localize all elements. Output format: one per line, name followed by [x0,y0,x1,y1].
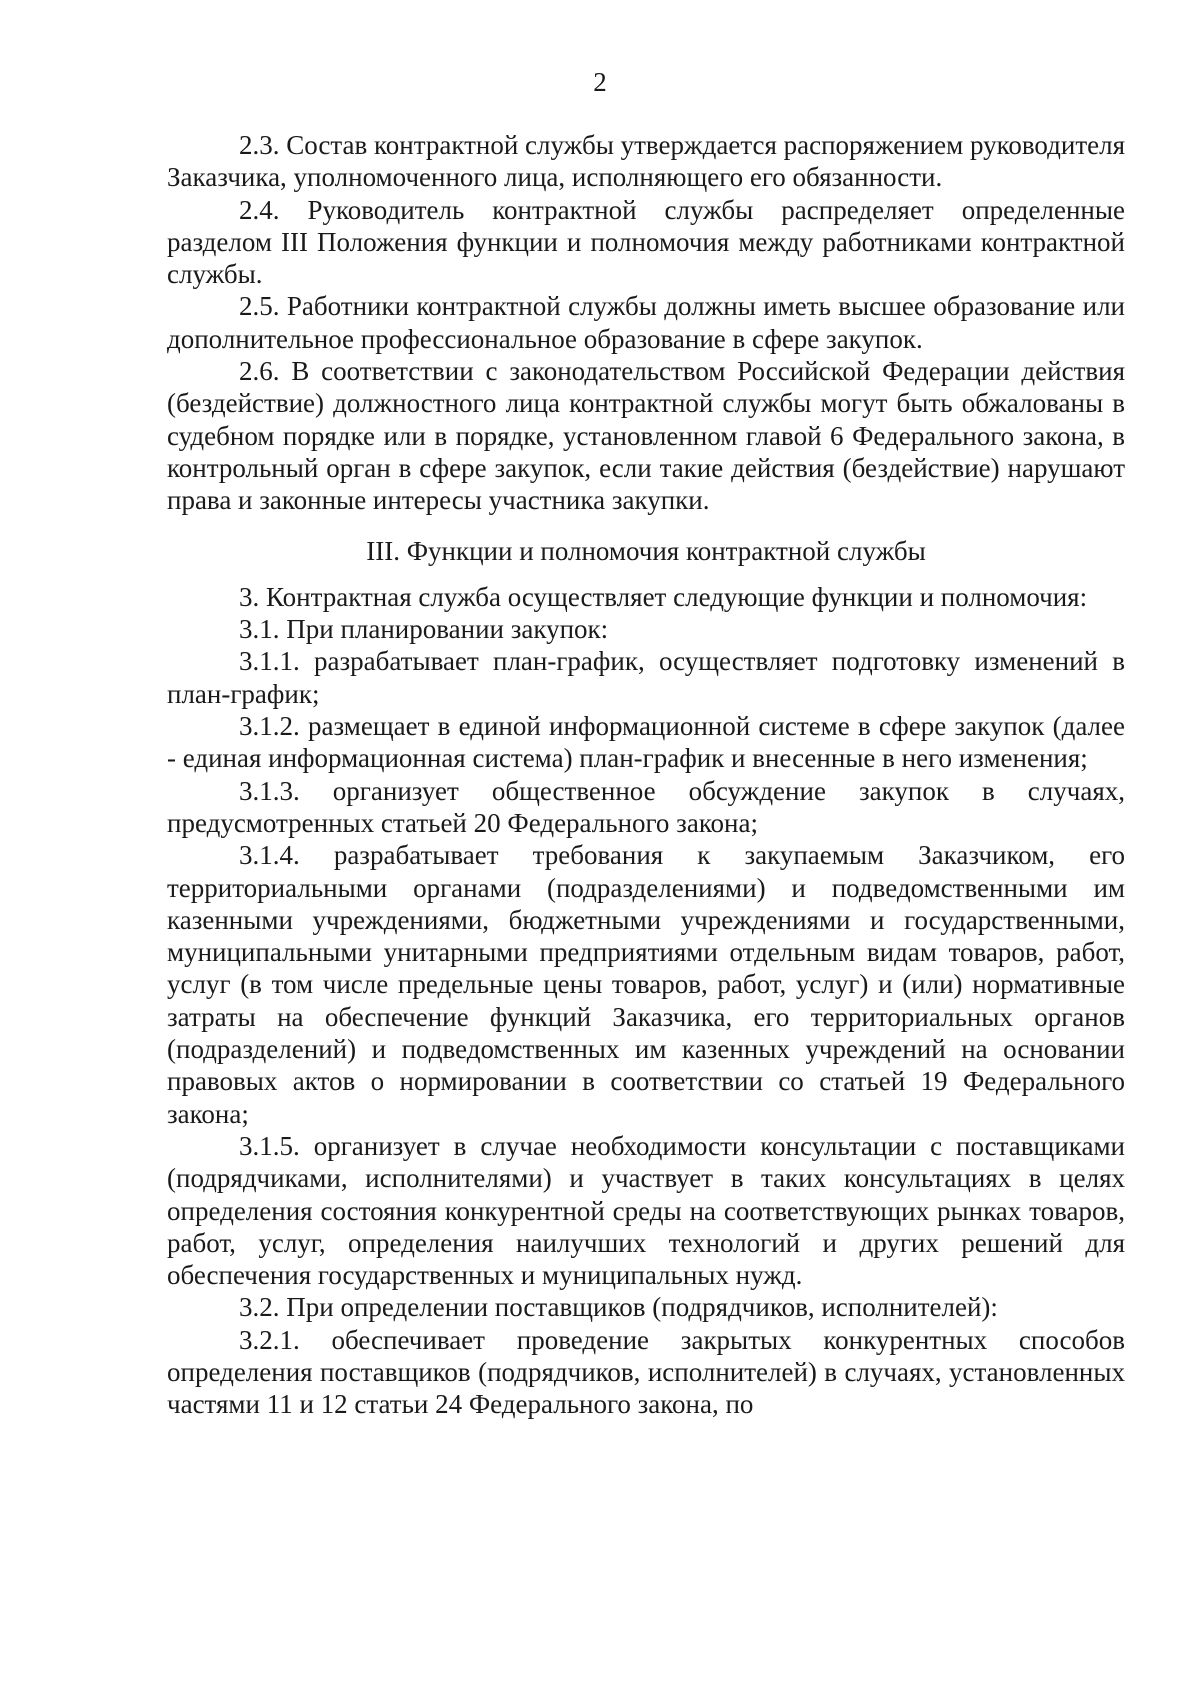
paragraph-2-3: 2.3. Состав контрактной службы утверждается распоряжением руководителя Заказчика, уполномоченного лица, исполняющего его обязанности. [167,130,1125,193]
document-body [167,129,1125,1421]
paragraph-3-2: 3.2. При определении поставщиков (подрядчиков, исполнителей): [239,1292,998,1323]
paragraph-3-1-3: 3.1.3. организует общественное обсуждение закупок в случаях, предусмотренных статьей 20 Федерального закона; [167,775,1125,838]
paragraph-3-1-5: 3.1.5. организует в случае необходимости консультации с поставщиками (подрядчиками, исполнителями) и участвует в таких консультациях в целях определения состояния конкурентной среды на соответствующих рынках товаров, работ, услуг, определения наилучших технологий и других решений для обеспечения государственных и муниципальных нужд. [167,1130,1125,1291]
page-number: 2 [593,67,607,97]
paragraph-3-1-4: 3.1.4. разрабатывает требования к закупаемым Заказчиком, его территориальными органами (подразделениями) и подведомственными им казенными учреждениями, бюджетными учреждениями и государственными, муниципальными унитарными предприятиями отдельным видам товаров, работ, услуг (в том числе предельные цены товаров, работ, услуг) и (или) нормативные затраты на обеспечение функций Заказчика, его территориальных органов (подразделений) и подведомственных им казенных учреждений на основании правовых актов о нормировании в соответствии со статьей 19 Федерального закона; [167,840,1125,1129]
section-heading: III. Функции и полномочия контрактной службы [366,535,926,566]
paragraph-3-1: 3.1. При планировании закупок: [239,614,609,645]
paragraph-3-1-1: 3.1.1. разрабатывает план-график, осуществляет подготовку изменений в план-график; [167,646,1125,709]
paragraph-3-2-1: 3.2.1. обеспечивает проведение закрытых конкурентных способов определения поставщиков (подрядчиков, исполнителей) в случаях, установленных частями 11 и 12 статьи 24 Федерального закона, по [167,1324,1125,1420]
paragraph-2-5: 2.5. Работники контрактной службы должны иметь высшее образование или дополнительное профессиональное образование в сфере закупок. [167,291,1125,354]
paragraph-2-4: 2.4. Руководитель контрактной службы распределяет определенные разделом III Положения функции и полномочия между работниками контрактной службы. [167,194,1125,290]
paragraph-2-6: 2.6. В соответствии с законодательством Российской Федерации действия (бездействие) должностного лица контрактной службы могут быть обжалованы в судебном порядке или в порядке, установленном главой 6 Федерального закона, в контрольный орган в сфере закупок, если такие действия (бездействие) нарушают права и законные интересы участника закупки. [167,356,1125,516]
paragraph-3: 3. Контрактная служба осуществляет следующие функции и полномочия: [239,581,1088,612]
paragraph-3-1-2: 3.1.2. размещает в единой информационной системе в сфере закупок (далее - единая информационная система) план-график и внесенные в него изменения; [167,711,1125,774]
